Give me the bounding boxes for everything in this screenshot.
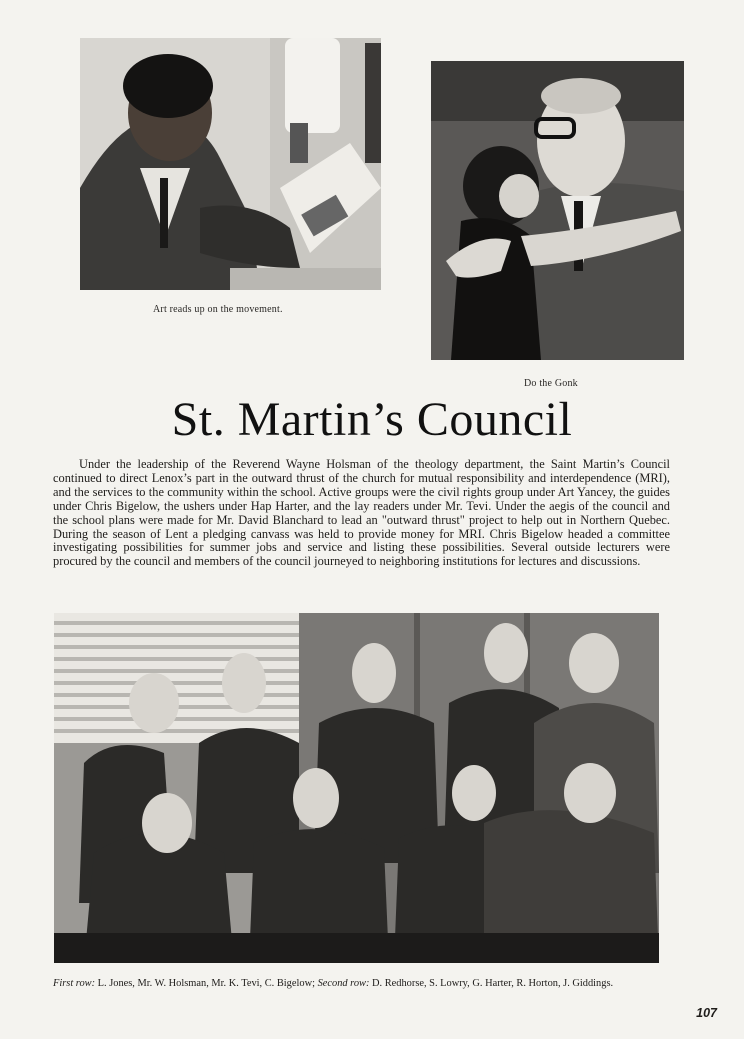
second-row-names: D. Redhorse, S. Lowry, G. Harter, R. Horton, J. Giddings. <box>372 978 614 989</box>
photo-caption-top-right: Do the Gonk <box>524 378 578 389</box>
page-number: 107 <box>696 1006 717 1020</box>
article-body: Under the leadership of the Reverend Wayne Holsman of the theology department, the Saint Martin’s Council continued to direct Lenox’s part in the outward thrust of the church for mutual responsibility and interdependence (MRI), and the services to the community within the school. Active groups were the civil rights group under Art Yancey, the guides under Chris Bigelow, the ushers under Hap Harter, and the lay readers under Mr. Tevi. Under the aegis of the council and the school plans were made for Mr. David Blanchard to lead an "outward thrust" project to help out in Northern Quebec. During the season of Lent a pledging canvass was held to provide money for MRI. Chris Bigelow headed a committee investigating possibilities for summer jobs and service and listing these possibilities. Several outside lecturers were procured by the council and members of the council journeyed to neighboring institutions for lectures and discussions. <box>53 457 670 569</box>
first-row-label: First row: <box>53 978 96 989</box>
first-row-names: L. Jones, Mr. W. Holsman, Mr. K. Tevi, C. Bigelow; <box>97 978 315 989</box>
photo-council-group <box>54 613 659 963</box>
photo-art-reading <box>80 38 381 290</box>
photo-caption-top-left: Art reads up on the movement. <box>153 304 283 315</box>
photo-do-the-gonk <box>431 61 684 360</box>
article-title: St. Martin’s Council <box>171 393 573 446</box>
group-photo-caption <box>53 978 673 991</box>
second-row-label: Second row: <box>317 978 370 989</box>
